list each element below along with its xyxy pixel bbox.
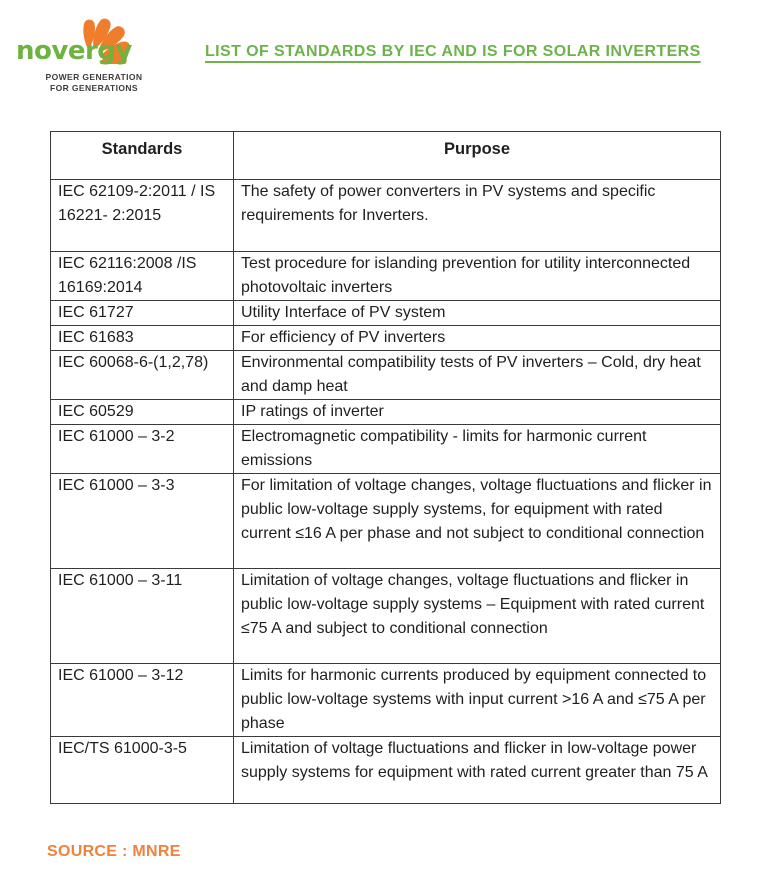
table-row — [51, 425, 721, 474]
tagline-line-2: FOR GENERATIONS — [49, 83, 138, 93]
purpose-cell: Environmental compatibility tests of PV inverters – Cold, dry heat and damp heat — [234, 351, 721, 400]
purpose-cell: Limits for harmonic currents produced by equipment connected to public low-voltage systems with input current >16 A and ≤75 A per phase — [234, 664, 721, 737]
standard-cell: IEC 60068-6-(1,2,78) — [51, 351, 234, 400]
purpose-cell: For limitation of voltage changes, voltage fluctuations and flicker in public low-voltage supply systems, for equipment with rated current ≤16 A per phase and not subject to conditional connection — [234, 474, 721, 569]
table-header-row — [51, 132, 721, 180]
purpose-cell: Limitation of voltage changes, voltage fluctuations and flicker in public low-voltage supply systems – Equipment with rated current ≤75 A and subject to conditional connection — [234, 569, 721, 664]
purpose-cell: For efficiency of PV inverters — [234, 326, 721, 351]
purpose-cell: Test procedure for islanding prevention for utility interconnected photovoltaic inverters — [234, 252, 721, 301]
purpose-cell: Limitation of voltage fluctuations and flicker in low-voltage power supply systems for equipment with rated current greater than 75 A — [234, 737, 721, 804]
standard-cell: IEC 61000 – 3-3 — [51, 474, 234, 569]
standard-cell: IEC 61727 — [51, 301, 234, 326]
table-row — [51, 569, 721, 664]
standard-cell: IEC 61000 – 3-12 — [51, 664, 234, 737]
standard-cell: IEC 61000 – 3-11 — [51, 569, 234, 664]
standards-table — [50, 131, 721, 804]
standard-cell: IEC 60529 — [51, 400, 234, 425]
standard-cell: IEC 61683 — [51, 326, 234, 351]
novergy-logo — [14, 6, 189, 96]
table-row — [51, 351, 721, 400]
table-row — [51, 301, 721, 326]
table-row — [51, 737, 721, 804]
table-row — [51, 664, 721, 737]
standard-cell: IEC/TS 61000-3-5 — [51, 737, 234, 804]
brand-name: novergy — [16, 36, 132, 66]
standard-cell: IEC 61000 – 3-2 — [51, 425, 234, 474]
table-row — [51, 180, 721, 252]
table-row — [51, 252, 721, 301]
standards-table-body — [51, 180, 721, 804]
table-row — [51, 400, 721, 425]
standard-cell: IEC 62116:2008 /IS 16169:2014 — [51, 252, 234, 301]
brand-tagline — [14, 72, 174, 94]
purpose-cell: Electromagnetic compatibility - limits for harmonic current emissions — [234, 425, 721, 474]
column-header-purpose: Purpose — [234, 132, 721, 180]
table-row — [51, 474, 721, 569]
tagline-line-1: POWER GENERATION — [45, 72, 143, 82]
page-title: LIST OF STANDARDS BY IEC AND IS FOR SOLAR INVERTERS — [205, 43, 701, 60]
purpose-cell: The safety of power converters in PV systems and specific requirements for Inverters. — [234, 180, 721, 252]
column-header-standards: Standards — [51, 132, 234, 180]
purpose-cell: Utility Interface of PV system — [234, 301, 721, 326]
standard-cell: IEC 62109-2:2011 / IS 16221- 2:2015 — [51, 180, 234, 252]
purpose-cell: IP ratings of inverter — [234, 400, 721, 425]
table-row — [51, 326, 721, 351]
source-note: SOURCE : MNRE — [47, 843, 181, 860]
